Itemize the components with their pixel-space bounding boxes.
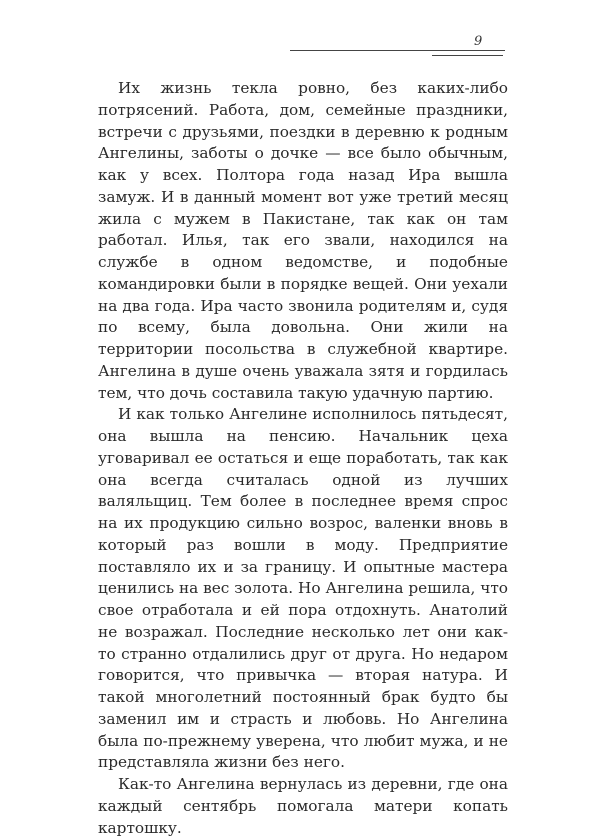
header-rule-short xyxy=(432,55,503,56)
body-text xyxy=(98,78,508,839)
paragraph: Как-то Ангелина вернулась из деревни, где она каждый сентябрь помогала матери копать картошку. xyxy=(98,775,508,837)
header-rule xyxy=(290,50,505,51)
paragraph: Их жизнь текла ровно, без каких-либо потрясений. Работа, дом, семейные праздники, встречи с друзьями, поездки в деревню к родным Ангелины, заботы о дочке — все было обычным, как у всех. Полтора года назад Ира вышла замуж. И в данный момент вот уже третий месяц жила с мужем в Пакистане, так как он там работал. Илья, так его звали, находился на службе в одном ведомстве, и подобные командировки были в порядке вещей. Они уехали на два года. Ира часто звонила родителям и, судя по всему, была довольна. Они жили на территории посольства в служебной квартире. Ангелина в душе очень уважала зятя и гордилась тем, что дочь составила такую удачную партию. xyxy=(98,79,508,402)
page-number: 9 xyxy=(474,34,483,49)
paragraph: И как только Ангелине исполнилось пятьдесят, она вышла на пенсию. Начальник цеха уговаривал ее остаться и еще поработать, так как она всегда считалась одной из лучших валяльщиц. Тем более в последнее время спрос на их продукцию сильно возрос, валенки вновь в который раз вошли в моду. Предприятие поставляло их и за границу. И опытные мастера ценились на вес золота. Но Ангелина решила, что свое отработала и ей пора отдохнуть. Анатолий не возражал. Последние несколько лет они как-то странно отдалились друг от друга. Но недаром говорится, что привычка — вторая натура. И такой многолетний постоянный брак будто бы заменил им и страсть и любовь. Но Ангелина была по-прежнему уверена, что любит мужа, и не представляла жизни без него. xyxy=(98,405,508,772)
